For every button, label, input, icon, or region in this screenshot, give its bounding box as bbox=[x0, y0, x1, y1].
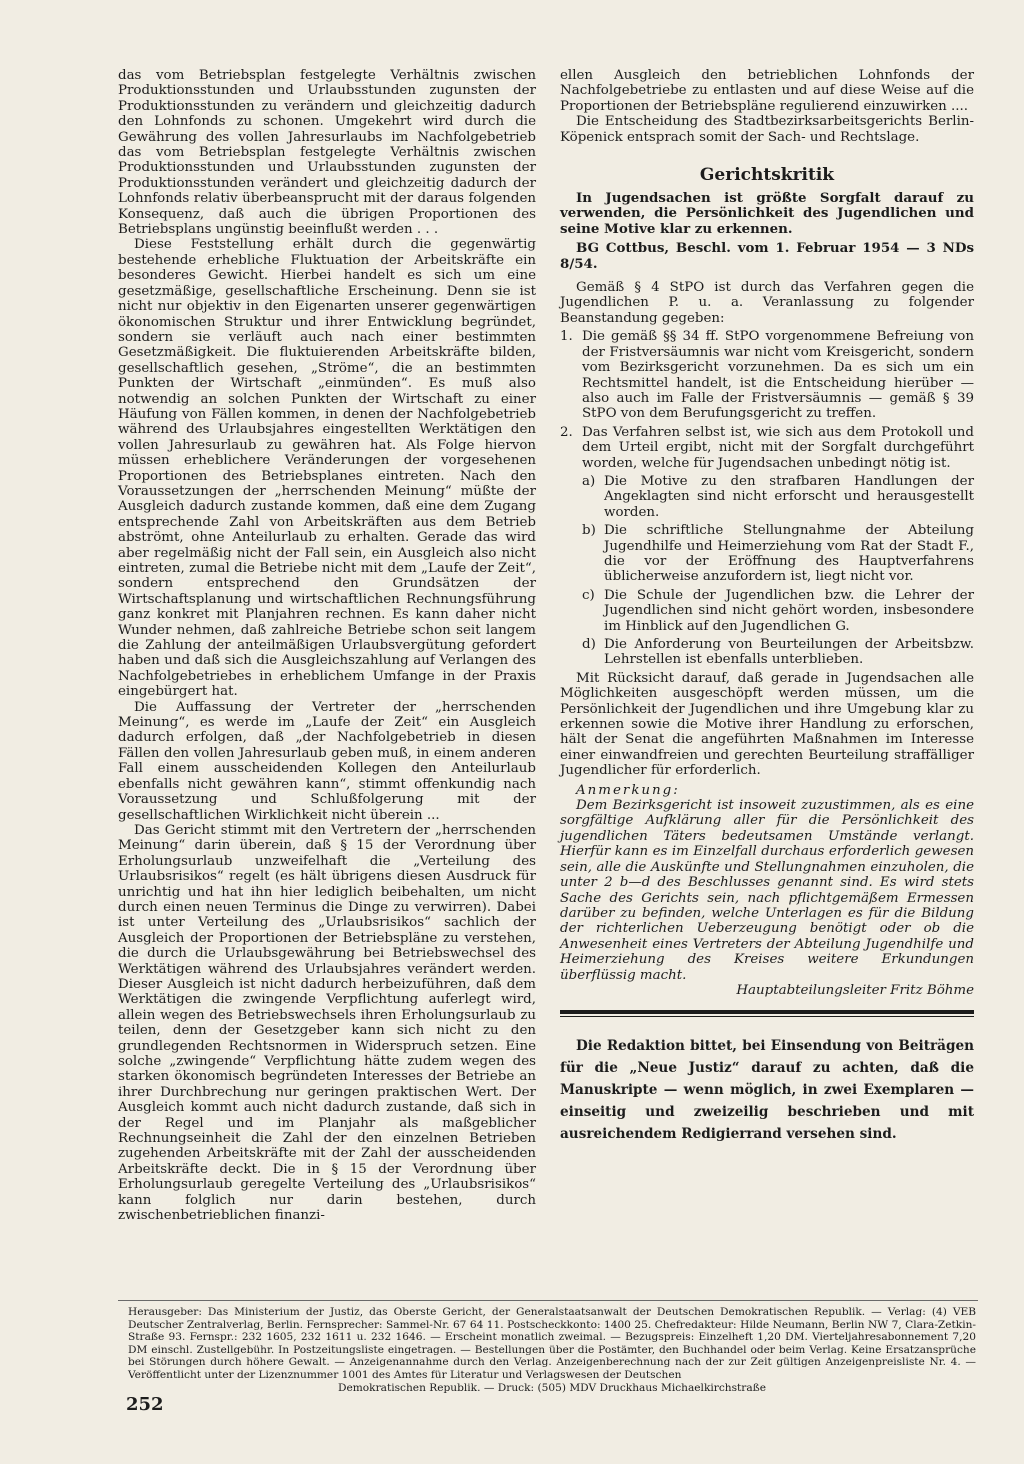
decision-paragraph: Die Entscheidung des Stadtbezirksarbeitsgerichts Berlin-Köpenick entsprach somit der Sach- und Rechtslage. bbox=[560, 114, 974, 145]
list-text: Die gemäß §§ 34 ff. StPO vorgenommene Befreiung von der Fristversäumnis war nicht vom Kreisgericht, sondern vom Bezirksgericht vorzunehmen. Da es sich um ein Rechtsmittel handelt, ist die Entscheidung hierüber — also auch im Falle der Fristversäumnis — gemäß § 39 StPO von dem Berufungsgericht zu treffen. bbox=[582, 329, 974, 422]
list-text: Das Verfahren selbst ist, wie sich aus dem Protokoll und dem Urteil ergibt, nicht mit der Sorgfalt durchgeführt worden, welche für Jugendsachen unbedingt nötig ist. bbox=[582, 424, 974, 471]
list-text: Die Motive zu den strafbaren Handlungen der Angeklagten sind nicht erforscht und herausgestellt worden. bbox=[604, 473, 974, 520]
annotation-label: Anmerkung: bbox=[576, 782, 680, 798]
list-marker: c) bbox=[582, 587, 595, 603]
conclusion-paragraph: Mit Rücksicht darauf, daß gerade in Jugendsachen alle Möglichkeiten ausgeschöpft werden müssen, um die Persönlichkeit der Jugendlichen und ihre Umgebung klar zu erkennen sowie die Motive ihrer Handlung zu erforschen, hält der Senat die angeführten Maßnahmen im Interesse einer einwandfreien und gerechten Beurteilung straffälliger Jugendlicher für erforderlich. bbox=[560, 670, 974, 779]
sublist bbox=[582, 474, 974, 668]
list-text: Die schriftliche Stellungnahme der Abteilung Jugendhilfe und Heimerziehung vom Rat der Stadt F., die vor der Eröffnung des Hauptverfahrens üblicherweise anzufordern ist, liegt nicht vor. bbox=[604, 523, 974, 585]
imprint-text: Herausgeber: Das Ministerium der Justiz, das Oberste Gericht, der Generalstaatsanwalt der Deutschen Demokratischen Republik. — Verlag: (4) VEB Deutscher Zentralverlag, Berlin. Fernsprecher: Sammel-Nr. 67 64 11. Postscheckkonto: 1400 25. Chefredakteur: Hilde Neumann, Berlin NW 7, Clara-Zetkin-Straße 93. Fernspr.: 232 1605, 232 1611 u. 232 1646. — Erscheint monatlich zweimal. — Bezugspreis: Einzelheft 1,20 DM. Vierteljahresabonnement 7,20 DM einschl. Zustellgebühr. In Postzeitungsliste eingetragen. — Bestellungen über die Postämter, den Buchhandel oder beim Verlag. Keine Ersatzansprüche bei Störungen durch höhere Gewalt. — Anzeigenannahme durch den Verlag. Anzeigenberechnung nach der zur Zeit gültigen Anzeigenpreisliste Nr. 4. — Veröffentlicht unter der Lizenznummer 1001 des Amtes für Literatur und Verlagswesen der Deutschen bbox=[128, 1306, 976, 1381]
right-column bbox=[560, 68, 974, 1145]
footer-divider bbox=[118, 1300, 978, 1301]
body-paragraph: Die Auffassung der Vertreter der „herrschenden Meinung“, es werde im „Laufe der Zeit“ ein Ausgleich dadurch erfolgen, daß „der Nachfolgebetrieb in diesen Fällen den vollen Jahresurlaub geben muß, in einem anderen Fall einem ausscheidenden Kollegen den Anteilurlaub ebenfalls nicht gewähren kann“, stimmt offenkundig nach Voraussetzung und Schlußfolgerung mit der gesellschaftlichen Wirklichkeit nicht überein ... bbox=[118, 699, 536, 823]
list-marker: 1. bbox=[560, 329, 573, 345]
list-marker: a) bbox=[582, 473, 596, 489]
case-citation: BG Cottbus, Beschl. vom 1. Februar 1954 — 3 NDs 8/54. bbox=[560, 240, 974, 272]
body-paragraph: das vom Betriebsplan festgelegte Verhältnis zwischen Produktionsstunden und Urlaubsstunden zugunsten der Produktionsstunden zu verändern und gleichzeitig dadurch den Lohnfonds zu schonen. Umgekehrt wird durch die Gewährung des vollen Jahresurlaubs im Nachfolgebetrieb das vom Betriebsplan festgelegte Verhältnis zwischen Produktionsstunden und Urlaubsstunden zugunsten der Produktionsstunden verändert und gleichzeitig dadurch der Lohnfonds relativ überbeansprucht mit der daraus folgenden Konsequenz, daß auch die übrigen Proportionen des Betriebsplans ungünstig beeinflußt werden . . . bbox=[118, 68, 536, 238]
left-column bbox=[118, 68, 536, 1223]
editorial-notice: Die Redaktion bittet, bei Einsendung von Beiträgen für die „Neue Justiz“ darauf zu achten, daß die Manuskripte — wenn möglich, in zwei Exemplaren — einseitig und zweizeilig beschrieben und mit ausreichendem Redigierrand versehen sind. bbox=[560, 1038, 974, 1143]
list-marker: b) bbox=[582, 523, 596, 539]
section-heading: Gerichtskritik bbox=[699, 165, 835, 186]
list-marker: d) bbox=[582, 637, 596, 652]
continued-paragraph: ellen Ausgleich den betrieblichen Lohnfonds der Nachfolgebetriebe zu entlasten und auf diese Weise auf die Proportionen der Betriebspläne regulierend einzuwirken .... bbox=[560, 68, 974, 114]
list-item bbox=[560, 425, 974, 471]
sublist-item bbox=[582, 637, 974, 668]
list-marker: 2. bbox=[560, 424, 573, 440]
sublist-item bbox=[582, 588, 974, 634]
divider-thin bbox=[560, 1016, 974, 1017]
annotation-text: Dem Bezirksgericht ist insoweit zuzustimmen, als es eine sorgfältige Aufklärung aller für die Persönlichkeit des jugendlichen Täters bedeutsamen Umstände verlangt. Hierfür kann es im Einzelfall durchaus erforderlich gewesen sein, alle die Auskünfte und Stellungnahmen einzuholen, die unter 2 b—d des Beschlusses genannt sind. Es wird stets Sache des Gerichts sein, nach pflichtgemäßem Ermessen darüber zu befinden, welche Unterlagen es für die Bildung der richterlichen Ueberzeugung benötigt oder ob die Anwesenheit eines Vertreters der Abteilung Jugendhilfe und Heimerziehung des Kreises weitere Erkundungen überflüssig macht. bbox=[560, 798, 974, 983]
body-paragraph: Das Gericht stimmt mit den Vertretern der „herrschenden Meinung“ darin überein, daß § 15 der Verordnung über Erholungsurlaub unzweifelhaft die „Verteilung des Urlaubsrisikos“ regelt (es hält übrigens diesen Ausdruck für unrichtig und hat ihn hier lediglich beibehalten, um nicht durch einen neuen Terminus die Dinge zu verwirren). Dabei ist unter Verteilung des „Urlaubsrisikos“ sachlich der Ausgleich der Proportionen der Betriebspläne zu verstehen, die durch die Urlaubsgewährung bei Betriebswechsel des Werktätigen während des Urlaubsjahres verändert werden. Dieser Ausgleich ist nicht dadurch herbeizuführen, daß dem Werktätigen die zwingende Verpflichtung auferlegt wird, allein wegen des Betriebswechsels ihren Erholungsurlaub zu teilen, denn der Gesetzgeber kann sich nicht zu den grundlegenden Rechtsnormen in Widerspruch setzen. Eine solche „zwingende“ Verpflichtung hätte zudem wegen des starken ökonomisch begründeten Interesses der Betriebe an ihrer Durchbrechung nur geringen praktischen Wert. Der Ausgleich kommt auch nicht dadurch zustande, daß sich in der Regel und im Planjahr als maßgeblicher Rechnungseinheit die Zahl der den einzelnen Betrieben zugehenden Arbeitskräfte mit der Zahl der ausscheidenden Arbeitskräfte deckt. Die in § 15 der Verordnung über Erholungsurlaub geregelte Verteilung des „Urlaubsrisikos“ kann folglich nur darin bestehen, durch zwischenbetrieblichen finanzi- bbox=[118, 822, 536, 1224]
page-number: 252 bbox=[126, 1394, 164, 1415]
signature: Hauptabteilungsleiter Fritz Böhme bbox=[736, 982, 974, 998]
intro-paragraph: Gemäß § 4 StPO ist durch das Verfahren gegen die Jugendlichen P. u. a. Veranlassung zu folgender Beanstandung gegeben: bbox=[560, 280, 974, 326]
headnote: In Jugendsachen ist größte Sorgfalt darauf zu verwenden, die Persönlichkeit des Jugendlichen und seine Motive klar zu erkennen. bbox=[560, 190, 974, 237]
imprint-last-line: Demokratischen Republik. — Druck: (505) MDV Druckhaus Michaelkirchstraße bbox=[337, 1381, 766, 1394]
imprint bbox=[128, 1306, 976, 1394]
list-item bbox=[560, 329, 974, 421]
sublist-item bbox=[582, 474, 974, 520]
list-text: Die Schule der Jugendlichen bzw. die Lehrer der Jugendlichen sind nicht gehört worden, insbesondere im Hinblick auf den Jugendlichen G. bbox=[604, 587, 974, 634]
divider-thick bbox=[560, 1010, 974, 1014]
sublist-item bbox=[582, 523, 974, 585]
body-paragraph: Diese Feststellung erhält durch die gegenwärtig bestehende erhebliche Fluktuation der Arbeitskräfte ein besonderes Gewicht. Hierbei handelt es sich um eine gesetzmäßige, gesellschaftliche Erscheinung. Denn sie ist nicht nur objektiv in den Eigenarten unserer gegenwärtigen ökonomischen Struktur und ihrer Entwicklung begründet, sondern sie verläuft auch nach einer bestimmten Gesetzmäßigkeit. Die fluktuierenden Arbeitskräfte bilden, gesellschaftlich gesehen, „Ströme“, die an bestimmten Punkten der Wirtschaft „einmünden“. Es muß also notwendig an solchen Punkten der Wirtschaft zu einer Häufung von Fällen kommen, in denen der Nachfolgebetrieb während des Urlaubsjahres eingestellten Werktätigen den vollen Jahresurlaub zu gewähren hat. Als Folge hiervon müssen erheblichere Veränderungen der vorgesehenen Proportionen des Betriebsplanes eintreten. Nach den Voraussetzungen der „herrschenden Meinung“ müßte der Ausgleich dadurch zustande kommen, daß eine dem Zugang entsprechende Zahl von Arbeitskräften aus dem Betrieb abströmt, ohne Anteilurlaub zu erhalten. Gerade das wird aber regelmäßig nicht der Fall sein, ein Ausgleich also nicht eintreten, zumal die Betriebe nicht mit dem „Laufe der Zeit“, sondern entsprechend den Grundsätzen der Wirtschaftsplanung und wirtschaftlichen Rechnungsführung ganz konkret mit Planjahren rechnen. Es kann daher nicht Wunder nehmen, daß zahlreiche Betriebe schon seit langem die Zahlung der anteilmäßigen Urlaubsvergütung gefordert haben und daß sich die Ausgleichszahlung auf Verlangen des Nachfolgebetriebes in erheblichem Umfange in der Praxis eingebürgert hat. bbox=[118, 237, 536, 700]
list-text: Die Anforderung von Beurteilungen der Arbeitsbzw. Lehrstellen ist ebenfalls unterblieben. bbox=[604, 637, 974, 668]
